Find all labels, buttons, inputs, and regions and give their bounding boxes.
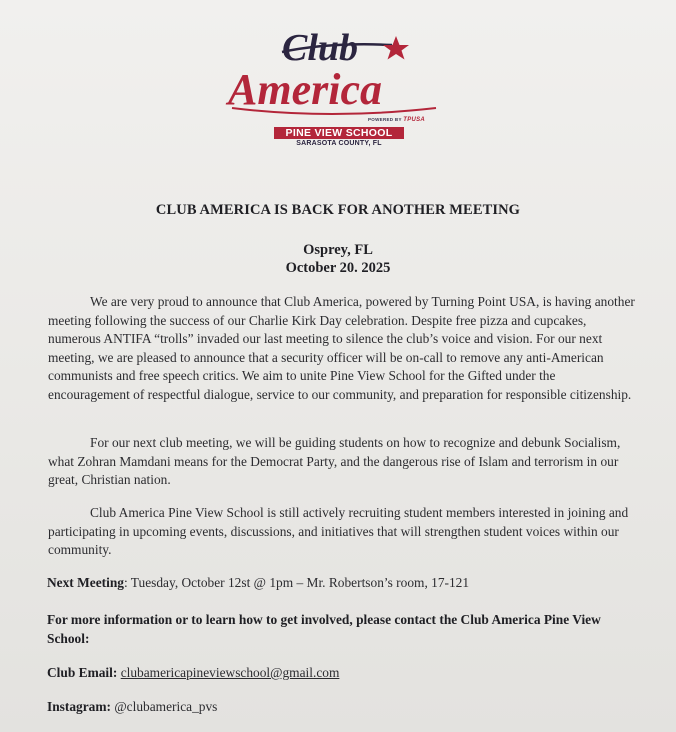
club-email-line [47,665,339,681]
paragraph-next-meeting-topics: For our next club meeting, we will be guiding students on how to recognize and debunk Socialism, what Zohran Mamdani means for the Democrat Party, and the dangerous rise of Islam and terrorism in our great, Christian nation. [48,435,621,487]
logo-america-text: America [228,65,382,114]
school-name-band: PINE VIEW SCHOOL [274,127,404,139]
logo-club-text: Club [282,27,359,69]
paragraph-recruiting: Club America Pine View School is still actively recruiting student members interested in joining and participating in upcoming events, discussions, and initiatives that will strengthen student voices within our community. [48,505,629,557]
location-place: Osprey, FL [303,242,373,258]
county-label: SARASOTA COUNTY, FL [296,140,382,147]
paragraph-announcement: We are very proud to announce that Club America, powered by Turning Point USA, is having another meeting following the success of our Charlie Kirk Day celebration. Despite free pizza and cupcakes, numerous ANTIFA “trolls” invaded our last meeting to silence the club’s voice and vision. For our next meeting, we are pleased to announce that a security officer will be on-call to remove any anti-American communists and free speech critics. We aim to unite Pine View School for the Gifted under the encouragement of respectful dialogue, service to our community, and preparation for responsible citizenship. [48,294,635,402]
next-meeting-line [47,575,469,591]
next-meeting-label: Next Meeting [47,575,124,590]
more-info-text: For more information or to learn how to get involved, please contact the Club America Pine View School: [47,612,601,646]
headline: CLUB AMERICA IS BACK FOR ANOTHER MEETING [155,202,521,218]
tpusa-mark: TPUSA [403,117,426,123]
location-date: October 20. 2025 [285,260,391,276]
powered-by-label: POWERED BY TPUSA [368,117,426,123]
star-icon [383,36,409,60]
instagram-label: Instagram: [47,699,111,714]
location-block [0,241,676,277]
club-email-label: Club Email: [47,665,118,680]
club-email-value: clubamericapineviewschool@gmail.com [120,665,340,680]
instagram-line [47,699,217,715]
next-meeting-value: : Tuesday, October 12st @ 1pm – Mr. Robertson’s room, 17-121 [123,575,470,590]
instagram-handle: @clubamerica_pvs [114,699,218,714]
